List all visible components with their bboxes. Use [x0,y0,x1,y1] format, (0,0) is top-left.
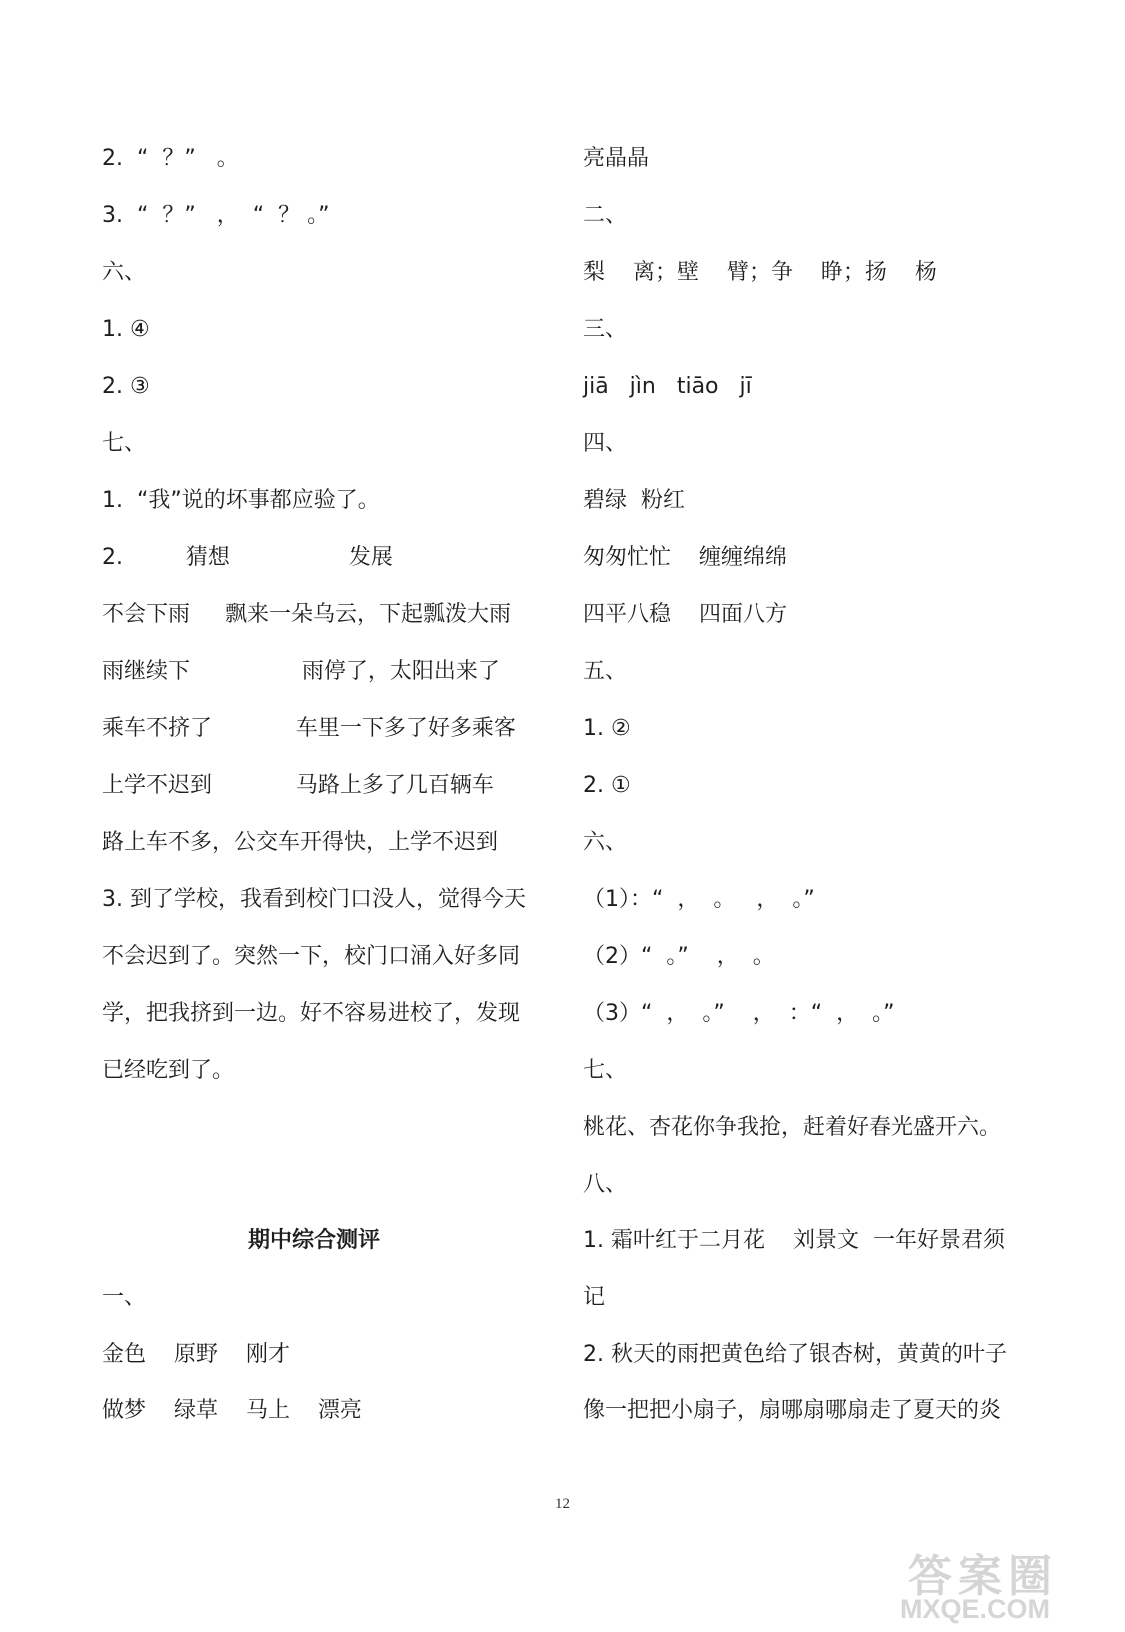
answer-line: 碧绿 粉红 [583,488,685,513]
section-heading: 五、 [583,659,628,684]
section-heading: 六、 [102,260,147,285]
section-heading: 七、 [102,431,147,456]
watermark-text: 答案圈 [908,1551,1058,1602]
answer-line: 桃花、杏花你争我抢，赶着好春光盛开六。 [583,1115,1002,1140]
watermark-logo [888,1540,1118,1628]
answer-line: 学，把我挤到一边。好不容易进校了，发现 [102,1001,521,1026]
answer-line: 亮晶晶 [583,146,650,171]
answer-line: 匆匆忙忙 缠缠绵绵 [583,545,787,570]
answer-line: 四平八稳 四面八方 [583,602,787,627]
answer-line: 2. “ ？” 。 [102,146,239,171]
answer-line: （1）：“ ， 。 ， 。” [583,887,815,912]
answer-line: 记 [583,1285,606,1310]
answer-line: 1. 霜叶红于二月花 刘景文 一年好景君须 [583,1228,1005,1253]
answer-line: （2）“ 。” ， 。 [583,944,775,969]
watermark-url: MXQE.COM [900,1594,1051,1624]
pinyin-line: jiā jìn tiāo jī [583,374,752,399]
answer-line: 2. 秋天的雨把黄色给了银杏树，黄黄的叶子 [583,1342,1007,1367]
section-heading: 三、 [583,317,628,342]
answer-line: 雨继续下 雨停了，太阳出来了 [102,659,500,684]
section-title: 期中综合测评 [248,1228,381,1253]
section-heading: 四、 [583,431,628,456]
answer-line: 1. ② [583,716,631,741]
answer-line: 不会下雨 飘来一朵乌云，下起瓢泼大雨 [102,602,511,627]
answer-line: 1. ④ [102,317,150,342]
answer-line: 金色 原野 刚才 [102,1342,290,1367]
answer-line: 3. 到了学校，我看到校门口没人，觉得今天 [102,887,526,912]
answer-line: 不会迟到了。突然一下，校门口涌入好多同 [102,944,521,969]
answer-line: 2. 猜想 发展 [102,545,393,570]
answer-line: 上学不迟到 马路上多了几百辆车 [102,773,494,798]
section-heading: 一、 [102,1285,147,1310]
answer-line: 已经吃到了。 [102,1058,235,1083]
section-heading: 六、 [583,830,628,855]
answer-line: 做梦 绿草 马上 漂亮 [102,1398,362,1423]
section-heading: 二、 [583,203,628,228]
page-number: 12 [555,1496,570,1512]
section-heading: 八、 [583,1172,628,1197]
answer-line: 乘车不挤了 车里一下多了好多乘客 [102,716,516,741]
answer-line: 3. “ ？” ， “ ？ 。” [102,203,330,228]
section-heading: 七、 [583,1058,628,1083]
answer-line: 像一把把小扇子，扇哪扇哪扇走了夏天的炎 [583,1398,1002,1423]
answer-line: 梨 离；壁 臂；争 睁；扬 杨 [583,260,937,285]
answer-line: 1. “我”说的坏事都应验了。 [102,488,380,513]
answer-line: 路上车不多，公交车开得快，上学不迟到 [102,830,499,855]
answer-line: 2. ① [583,773,631,798]
answer-line: 2. ③ [102,374,150,399]
answer-line: （3）“ ， 。” ， ：“ ， 。” [583,1001,895,1026]
